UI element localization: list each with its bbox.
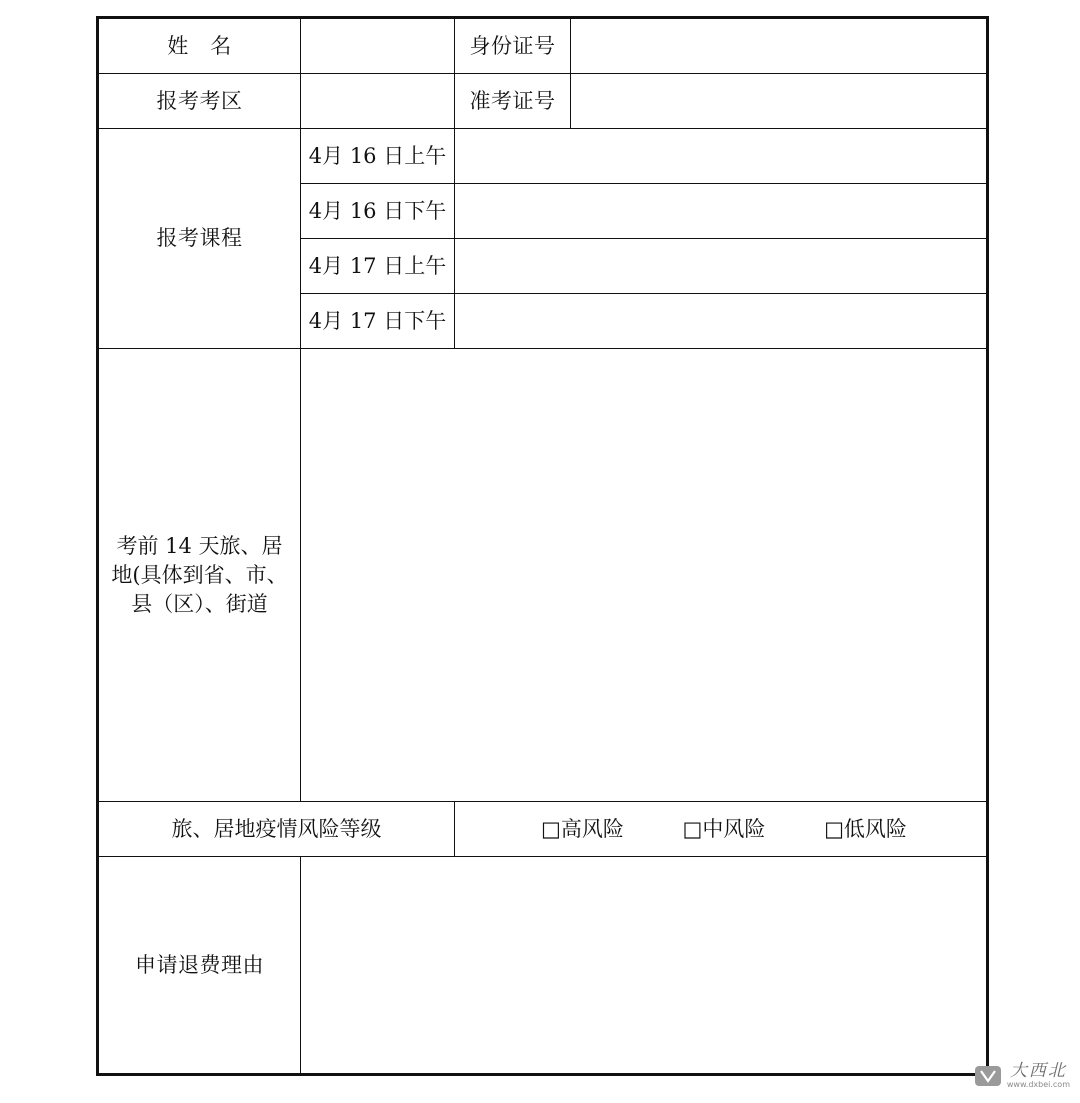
risk-option-high[interactable]: □高风险 <box>541 817 624 841</box>
name-value-cell[interactable] <box>301 18 455 74</box>
watermark-logo-icon <box>975 1066 1001 1086</box>
session-course-cell[interactable] <box>455 129 988 184</box>
name-label: 姓 名 <box>98 18 301 74</box>
refund-reason-value-cell[interactable] <box>301 857 988 1075</box>
exam-area-label: 报考考区 <box>98 74 301 129</box>
session-label: 4月 17 日下午 <box>301 294 455 349</box>
risk-level-label: 旅、居地疫情风险等级 <box>98 802 455 857</box>
risk-level-options <box>455 802 988 857</box>
refund-reason-label: 申请退费理由 <box>98 857 301 1075</box>
watermark-url: www.dxbei.com <box>1006 1080 1070 1089</box>
course-label: 报考课程 <box>98 129 301 349</box>
admission-ticket-value-cell[interactable] <box>571 74 988 129</box>
admission-ticket-label: 准考证号 <box>455 74 571 129</box>
session-label: 4月 17 日上午 <box>301 239 455 294</box>
session-course-cell[interactable] <box>455 294 988 349</box>
watermark <box>975 1063 1070 1089</box>
session-label: 4月 16 日上午 <box>301 129 455 184</box>
risk-option-low[interactable]: □低风险 <box>824 817 907 841</box>
watermark-text-block <box>1007 1063 1070 1089</box>
session-course-cell[interactable] <box>455 239 988 294</box>
session-label: 4月 16 日下午 <box>301 184 455 239</box>
risk-option-medium[interactable]: □中风险 <box>682 817 766 841</box>
id-number-value-cell[interactable] <box>571 18 988 74</box>
travel-history-label-cell <box>98 349 301 802</box>
travel-history-value-cell[interactable] <box>301 349 988 802</box>
session-course-cell[interactable] <box>455 184 988 239</box>
exam-area-value-cell[interactable] <box>301 74 455 129</box>
refund-application-table <box>96 16 989 1076</box>
travel-history-label: 考前 14 天旅、居地(具体到省、市、县（区）、街道 <box>111 533 288 616</box>
id-number-label: 身份证号 <box>455 18 571 74</box>
watermark-text: 大西北 <box>1009 1061 1067 1081</box>
